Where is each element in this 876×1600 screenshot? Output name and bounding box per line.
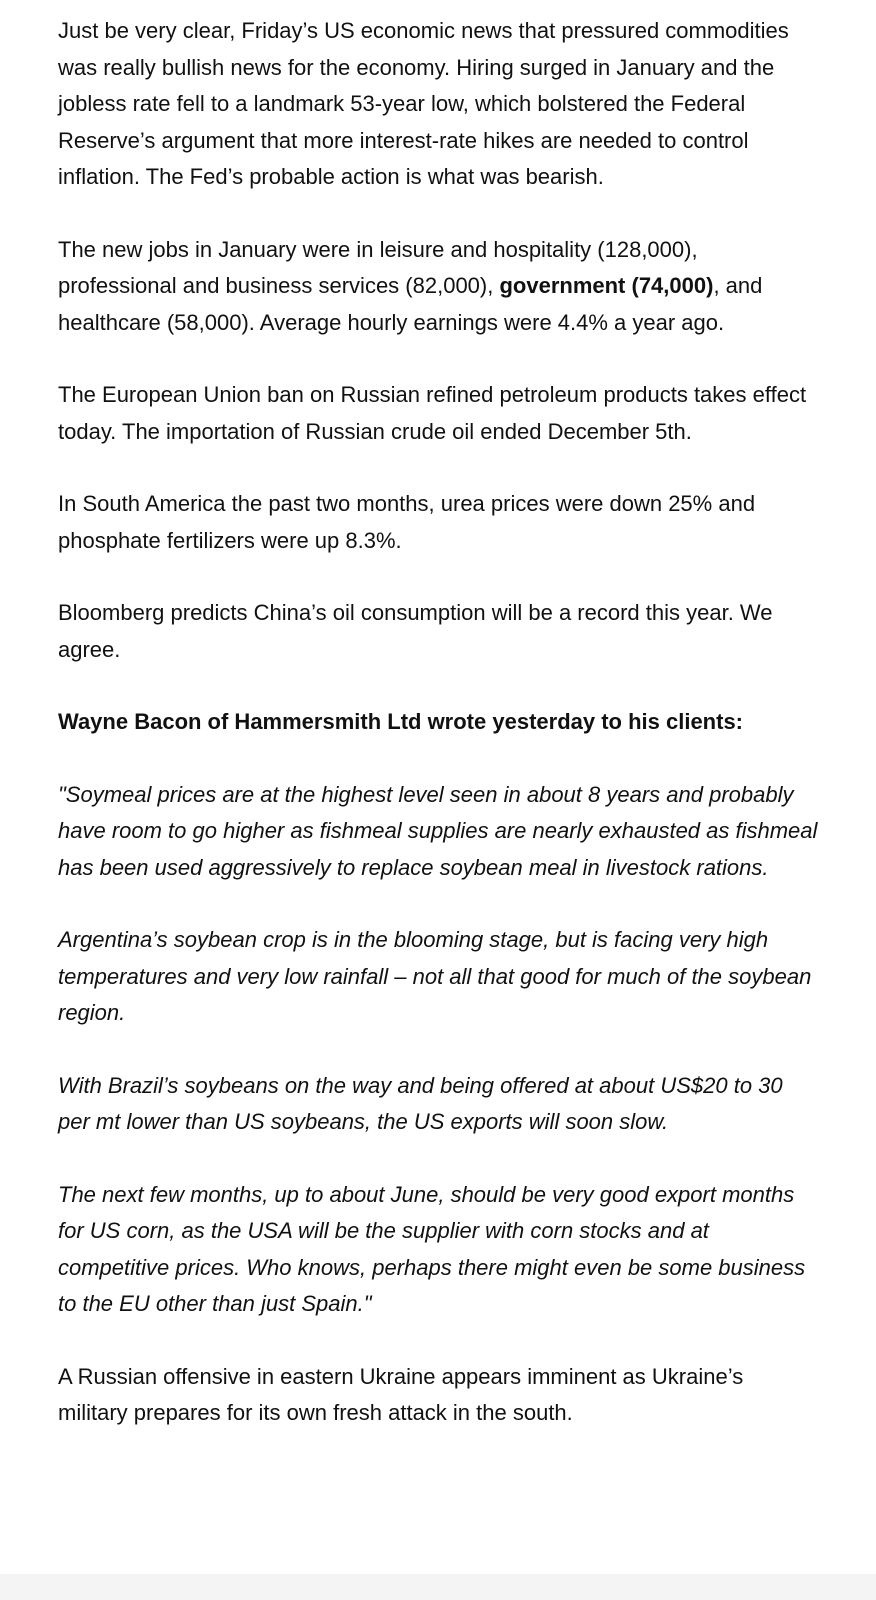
quote-paragraph-brazil: With Brazil’s soybeans on the way and being offered at about US$20 to 30 per mt lower than US soybeans, the US exports will soon slow. xyxy=(58,1072,783,1134)
paragraph-china-oil: Bloomberg predicts China’s oil consumption will be a record this year. We agree. xyxy=(58,600,773,662)
article-body xyxy=(58,13,818,1468)
quote-paragraph-argentina: Argentina’s soybean crop is in the blooming stage, but is facing very high temperatures and very low rainfall – not all that good for much of the soybean region. xyxy=(58,927,812,1025)
jobs-government-bold: government (74,000) xyxy=(499,273,714,298)
paragraph-ukraine: A Russian offensive in eastern Ukraine appears imminent as Ukraine’s military prepares for its own fresh attack in the south. xyxy=(58,1363,744,1425)
jobs-text-end: , and healthcare (58,000). Average hourly earnings were 4.4% a year ago. xyxy=(58,273,763,335)
quote-attribution-heading: Wayne Bacon of Hammersmith Ltd wrote yesterday to his clients: xyxy=(58,709,744,734)
footer-band xyxy=(0,1574,876,1600)
paragraph-jobs xyxy=(58,232,818,342)
paragraph-eu-ban: The European Union ban on Russian refined petroleum products takes effect today. The importation of Russian crude oil ended December 5th. xyxy=(58,382,807,444)
paragraph-economic-news: Just be very clear, Friday’s US economic news that pressured commodities was really bullish news for the economy. Hiring surged in January and the jobless rate fell to a landmark 53-year low, which bolstered the Federal Reserve’s argument that more interest-rate hikes are needed to control inflation. The Fed’s probable action is what was bearish. xyxy=(58,18,789,189)
quote-paragraph-us-corn: The next few months, up to about June, should be very good export months for US corn, as the USA will be the supplier with corn stocks and at competitive prices. Who knows, perhaps there might even be some business to the EU other than just Spain." xyxy=(58,1181,806,1316)
paragraph-south-america: In South America the past two months, urea prices were down 25% and phosphate fertilizers were up 8.3%. xyxy=(58,491,756,553)
quote-paragraph-soymeal: "Soymeal prices are at the highest level seen in about 8 years and probably have room to go higher as fishmeal supplies are nearly exhausted as fishmeal has been used aggressively to replace soybean meal in livestock rations. xyxy=(58,781,818,880)
jobs-text-start: The new jobs in January were in leisure and hospitality (128,000), professional and business services (82,000), xyxy=(58,236,698,298)
